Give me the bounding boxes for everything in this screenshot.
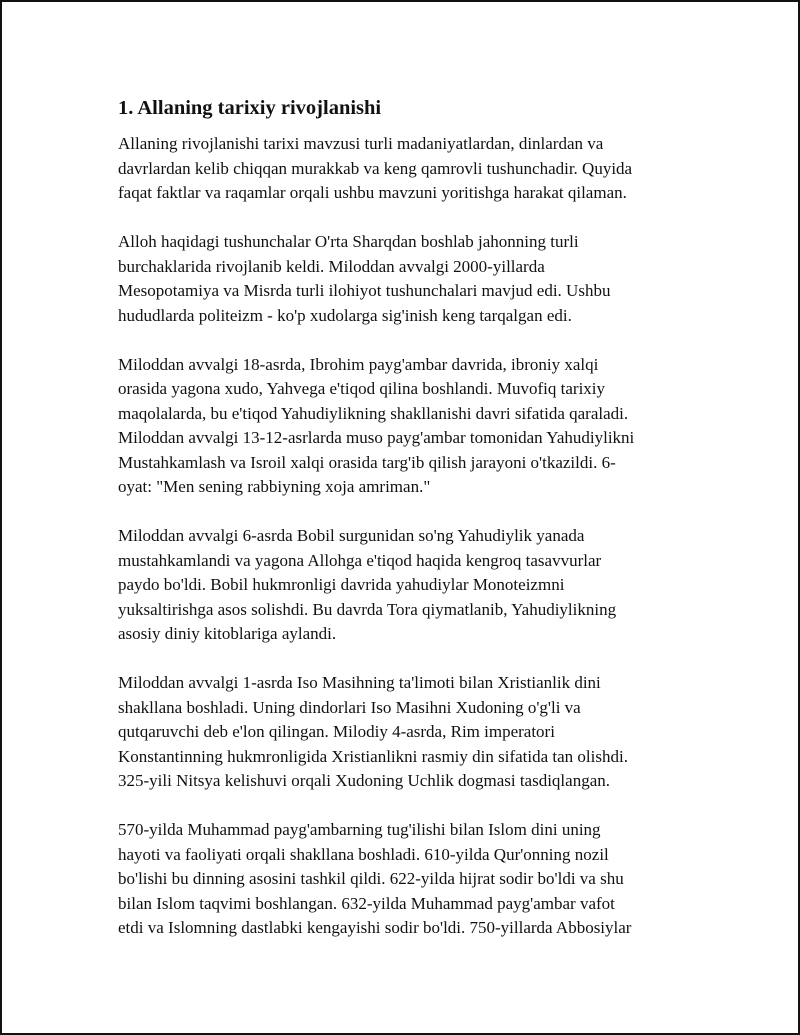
section-heading: 1. Allaning tarixiy rivojlanishi [118, 97, 382, 119]
paragraph-line: Konstantinning hukmronligida Xristianlikni rasmiy din sifatida tan olishdi. [118, 746, 628, 766]
paragraph-line: Miloddan avvalgi 18-asrda, Ibrohim payg'ambar davrida, ibroniy xalqi [118, 354, 599, 374]
paragraph-line: Alloh haqidagi tushunchalar O'rta Sharqdan boshlab jahonning turli [118, 232, 579, 251]
paragraph-line: Miloddan avvalgi 1-asrda Iso Masihning ta'limoti bilan Xristianlik dini [118, 673, 601, 692]
paragraph-line: hududlarda politeizm - ko'p xudolarga sig'inish keng tarqalgan edi. [118, 305, 572, 325]
paragraph-line: 325-yili Nitsya kelishuvi orqali Xudoning Uchlik dogmasi tasdiqlangan. [118, 771, 610, 790]
paragraph-line: hayoti va faoliyati orqali shakllana boshladi. 610-yilda Qur'onning nozil [118, 844, 609, 864]
paragraph-4 [118, 524, 688, 647]
paragraph-line: Mesopotamiya va Misrda turli ilohiyot tushunchalari mavjud edi. Ushbu [118, 281, 611, 300]
paragraph-3 [118, 353, 688, 500]
paragraph-line: bo'lishi bu dinning asosini tashkil qildi. 622-yilda hijrat sodir bo'ldi va shu [118, 869, 624, 888]
paragraph-line: Allaning rivojlanishi tarixi mavzusi turli madaniyatlardan, dinlardan va [118, 134, 604, 153]
paragraph-line: qutqaruvchi deb e'lon qilingan. Milodiy 4-asrda, Rim imperatori [118, 722, 555, 741]
paragraph-line: etdi va Islomning dastlabki kengayishi sodir bo'ldi. 750-yillarda Abbosiylar [118, 918, 632, 937]
paragraph-6 [118, 818, 688, 941]
paragraph-line: burchaklarida rivojlanib keldi. Miloddan avvalgi 2000-yillarda [118, 256, 545, 276]
paragraph-line: mustahkamlandi va yagona Allohga e'tiqod haqida kengroq tasavvurlar [118, 550, 602, 570]
paragraph-line: shakllana boshladi. Uning dindorlari Iso Masihni Xudoning o'g'li va [118, 697, 581, 717]
paragraph-line: Miloddan avvalgi 13-12-asrlarda muso payg'ambar tomonidan Yahudiylikni [118, 428, 635, 447]
paragraph-line: bilan Islom taqvimi boshlangan. 632-yilda Muhammad payg'ambar vafot [118, 893, 615, 913]
paragraph-1 [118, 132, 688, 206]
paragraph-line: davrlardan kelib chiqqan murakkab va keng qamrovli tushunchadir. Quyida [118, 158, 633, 178]
document-content [118, 94, 688, 965]
paragraph-2 [118, 230, 688, 328]
paragraph-line: orasida yagona xudo, Yahvega e'tiqod qilina boshlandi. Muvofiq tarixiy [118, 379, 606, 398]
paragraph-line: yuksaltirishga asos solishdi. Bu davrda Tora qiymatlanib, Yahudiylikning [118, 599, 617, 619]
paragraph-line: paydo bo'ldi. Bobil hukmronligi davrida yahudiylar Monoteizmni [118, 575, 565, 594]
paragraph-line: Mustahkamlash va Isroil xalqi orasida targ'ib qilish jarayoni o'tkazildi. 6- [118, 452, 616, 472]
paragraph-line: 570-yilda Muhammad payg'ambarning tug'ilishi bilan Islom dini uning [118, 820, 601, 839]
paragraph-line: maqolalarda, bu e'tiqod Yahudiylikning shakllanishi davri sifatida qaraladi. [118, 403, 629, 423]
paragraph-line: faqat faktlar va raqamlar orqali ushbu mavzuni yoritishga harakat qilaman. [118, 183, 627, 202]
paragraph-line: asosiy diniy kitoblariga aylandi. [118, 624, 337, 643]
paragraph-5 [118, 671, 688, 794]
paragraph-line: Miloddan avvalgi 6-asrda Bobil surgunidan so'ng Yahudiylik yanada [118, 526, 585, 545]
paragraph-line: oyat: "Men sening rabbiyning xoja amriman." [118, 477, 431, 496]
